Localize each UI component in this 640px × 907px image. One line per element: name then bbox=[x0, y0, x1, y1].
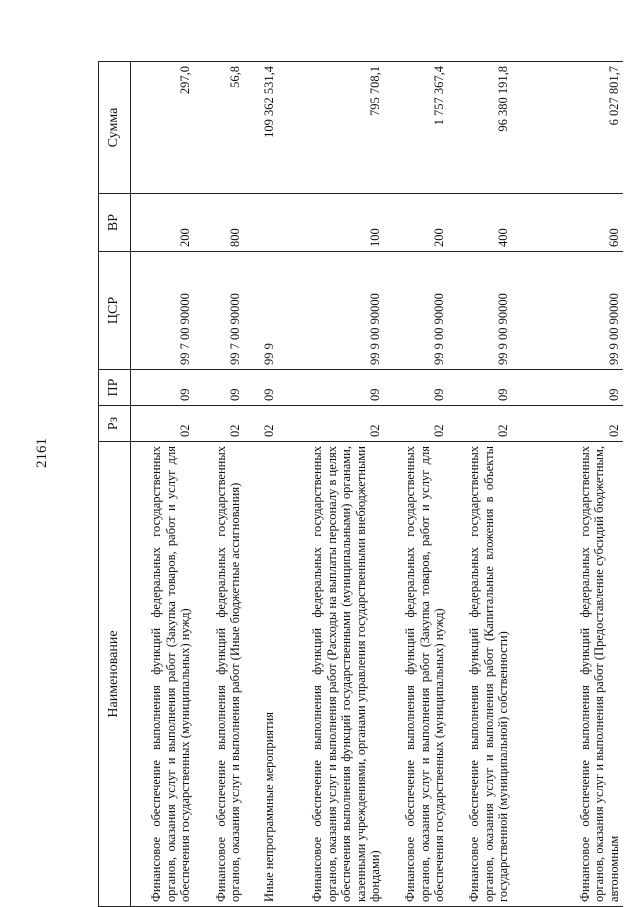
row-pr: 09 bbox=[131, 370, 195, 406]
table-header-row bbox=[99, 62, 131, 907]
row-csr: 99 7 00 90000 bbox=[195, 252, 245, 370]
row-vr: 200 bbox=[385, 194, 449, 252]
row-pr: 09 bbox=[385, 370, 449, 406]
row-vr: 100 bbox=[279, 194, 385, 252]
row-csr: 99 9 00 90000 bbox=[513, 252, 624, 370]
header-vr: ВР bbox=[99, 194, 131, 252]
table-row bbox=[449, 62, 513, 907]
row-vr bbox=[245, 194, 279, 252]
row-name: Финансовое обеспечение выполнения функций федеральных государственных органов, оказания услуг и выполнения работ (Предоставление субсидий бюджетным, автономным bbox=[513, 442, 624, 907]
row-pr: 09 bbox=[195, 370, 245, 406]
row-rz: 02 bbox=[449, 406, 513, 442]
row-sum: 109 362 531,4 bbox=[245, 62, 279, 194]
row-name: Финансовое обеспечение выполнения функций федеральных государственных органов, оказания услуг и выполнения работ (Иные бюджетные ассигнования) bbox=[195, 442, 245, 907]
row-name: Финансовое обеспечение выполнения функций федеральных государственных органов, оказания услуг и выполнения работ (Закупка товаров, работ и услуг для обеспечения государственных (муниципальных) нужд) bbox=[385, 442, 449, 907]
header-name: Наименование bbox=[99, 442, 131, 907]
header-pr: ПР bbox=[99, 370, 131, 406]
table-row bbox=[279, 62, 385, 907]
row-sum: 1 757 367,4 bbox=[385, 62, 449, 194]
row-rz: 02 bbox=[131, 406, 195, 442]
row-csr: 99 9 bbox=[245, 252, 279, 370]
table-row bbox=[513, 62, 624, 907]
budget-table bbox=[98, 61, 623, 907]
row-vr: 400 bbox=[449, 194, 513, 252]
row-name: Иные непрограммные мероприятия bbox=[245, 442, 279, 907]
row-pr: 09 bbox=[279, 370, 385, 406]
row-vr: 800 bbox=[195, 194, 245, 252]
row-vr: 200 bbox=[131, 194, 195, 252]
row-sum: 6 027 801,7 bbox=[513, 62, 624, 194]
row-rz: 02 bbox=[245, 406, 279, 442]
table-row bbox=[195, 62, 245, 907]
row-sum: 297,0 bbox=[131, 62, 195, 194]
row-name: Финансовое обеспечение выполнения функций федеральных государственных органов, оказания услуг и выполнения работ (Закупка товаров, работ и услуг для обеспечения государственных (муниципальных) нужд) bbox=[131, 442, 195, 907]
header-rz: Рз bbox=[99, 406, 131, 442]
table-row bbox=[245, 62, 279, 907]
row-sum: 96 380 191,8 bbox=[449, 62, 513, 194]
row-name: Финансовое обеспечение выполнения функций федеральных государственных органов, оказания услуг и выполнения работ (Расходы на выплаты персоналу в целях обеспечения выполнения функций государственными (муниципальными) органами, казенными учреждениями, органами управления государственными внебюджетными фондами) bbox=[279, 442, 385, 907]
row-rz: 02 bbox=[513, 406, 624, 442]
row-csr: 99 9 00 90000 bbox=[279, 252, 385, 370]
row-csr: 99 9 00 90000 bbox=[385, 252, 449, 370]
row-csr: 99 9 00 90000 bbox=[449, 252, 513, 370]
table-row bbox=[385, 62, 449, 907]
row-pr: 09 bbox=[513, 370, 624, 406]
budget-table-container bbox=[98, 62, 623, 907]
header-sum: Сумма bbox=[99, 62, 131, 194]
row-vr: 600 bbox=[513, 194, 624, 252]
row-sum: 56,8 bbox=[195, 62, 245, 194]
row-name: Финансовое обеспечение выполнения функций федеральных государственных органов, оказания услуг и выполнения работ (Капитальные вложения в объекты государственной (муниципальной) собственности) bbox=[449, 442, 513, 907]
row-pr: 09 bbox=[449, 370, 513, 406]
header-csr: ЦСР bbox=[99, 252, 131, 370]
table-row bbox=[131, 62, 195, 907]
row-rz: 02 bbox=[279, 406, 385, 442]
page-number: 2161 bbox=[34, 438, 50, 468]
row-csr: 99 7 00 90000 bbox=[131, 252, 195, 370]
row-rz: 02 bbox=[195, 406, 245, 442]
row-rz: 02 bbox=[385, 406, 449, 442]
row-pr: 09 bbox=[245, 370, 279, 406]
row-sum: 795 708,1 bbox=[279, 62, 385, 194]
